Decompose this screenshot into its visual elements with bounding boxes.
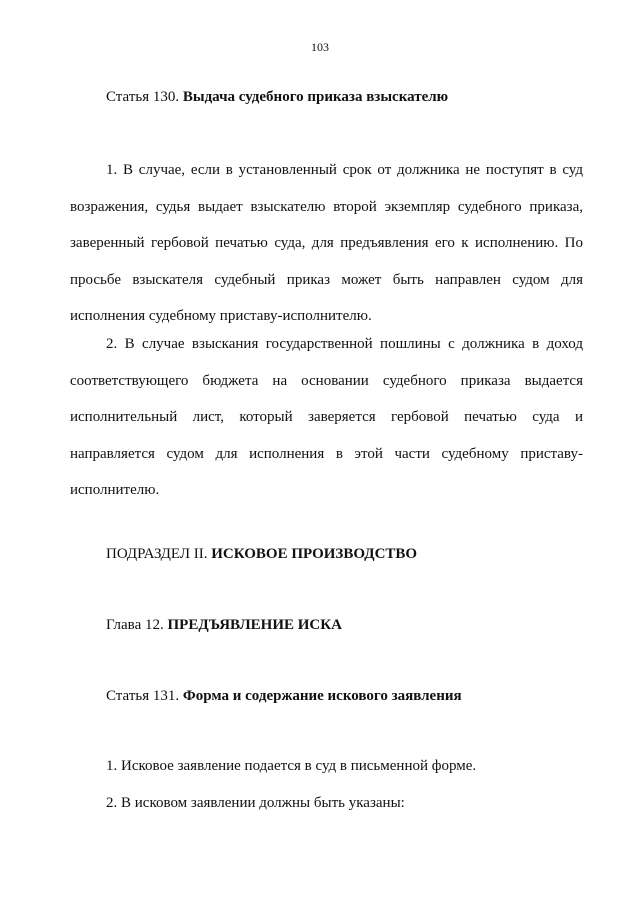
chapter-title: ПРЕДЪЯВЛЕНИЕ ИСКА [167, 617, 342, 633]
article-130-paragraph-1: 1. В случае, если в установленный срок от должника не поступят в суд возражения, судья выдает взыскателю второй экземпляр судебного приказа, заверенный гербовой печатью суда, для предъявления его к исполнению. По просьбе взыскателя судебный приказ может быть направлен судом для исполнения судебному приставу-исполнителю. [70, 162, 583, 324]
article-131-title: Форма и содержание искового заявления [182, 688, 462, 704]
article-131-line-2: 2. В исковом заявлении должны быть указаны: [106, 795, 405, 811]
article-130-title: Выдача судебного приказа взыскателю [182, 89, 449, 105]
subsection-title: ИСКОВОЕ ПРОИЗВОДСТВО [211, 546, 418, 562]
article-130-paragraph-2: 2. В случае взыскания государственной пошлины с должника в доход соответствующего бюджета на основании судебного приказа выдается исполнительный лист, который заверяется гербовой печатью суда и направляется судом для исполнения в этой части судебному приставу-исполнителю. [70, 336, 583, 498]
subsection-prefix: ПОДРАЗДЕЛ II. [106, 546, 212, 562]
subsection-heading [106, 546, 417, 563]
article-131-prefix: Статья 131. [106, 688, 183, 704]
chapter-heading [106, 617, 342, 634]
page-number: 103 [311, 40, 329, 54]
chapter-prefix: Глава 12. [106, 617, 168, 633]
article-131-heading [106, 688, 462, 705]
article-130-heading [106, 89, 448, 106]
article-130-prefix: Статья 130. [106, 89, 183, 105]
article-131-line-1: 1. Исковое заявление подается в суд в письменной форме. [106, 758, 477, 774]
